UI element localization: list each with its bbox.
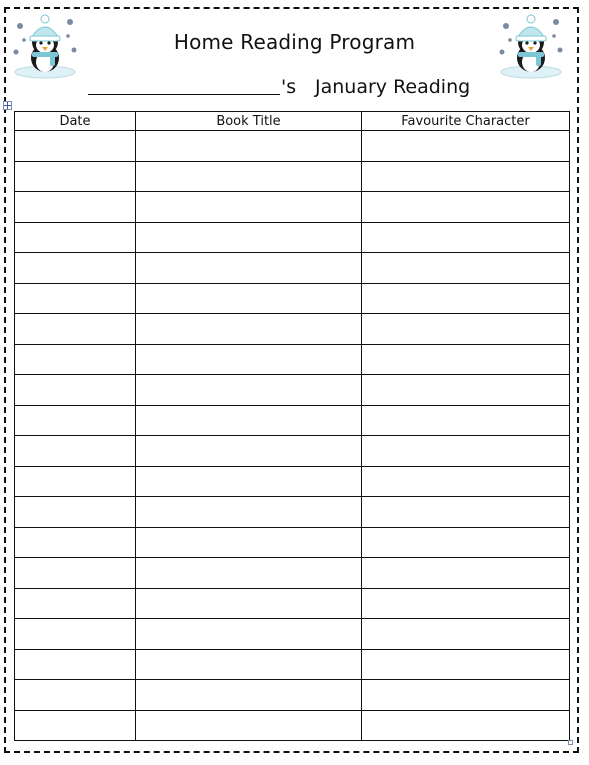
book-title-cell[interactable] <box>136 222 362 253</box>
book-title-cell[interactable] <box>136 619 362 650</box>
book-title-cell[interactable] <box>136 588 362 619</box>
favourite-character-cell[interactable] <box>362 375 570 406</box>
favourite-character-cell[interactable] <box>362 405 570 436</box>
date-cell[interactable] <box>15 192 136 223</box>
favourite-character-cell[interactable] <box>362 283 570 314</box>
table-row <box>15 497 570 528</box>
favourite-character-cell[interactable] <box>362 222 570 253</box>
date-cell[interactable] <box>15 405 136 436</box>
date-cell[interactable] <box>15 283 136 314</box>
book-title-cell[interactable] <box>136 466 362 497</box>
favourite-character-cell[interactable] <box>362 344 570 375</box>
date-cell[interactable] <box>15 527 136 558</box>
table-row <box>15 558 570 589</box>
favourite-character-cell[interactable] <box>362 466 570 497</box>
date-cell[interactable] <box>15 344 136 375</box>
table-row <box>15 131 570 162</box>
date-cell[interactable] <box>15 497 136 528</box>
favourite-character-cell[interactable] <box>362 314 570 345</box>
book-title-cell[interactable] <box>136 558 362 589</box>
book-title-cell[interactable] <box>136 192 362 223</box>
favourite-character-cell[interactable] <box>362 192 570 223</box>
book-title-cell[interactable] <box>136 161 362 192</box>
table-body <box>15 131 570 741</box>
book-title-cell[interactable] <box>136 283 362 314</box>
book-title-cell[interactable] <box>136 497 362 528</box>
favourite-character-cell[interactable] <box>362 649 570 680</box>
date-cell[interactable] <box>15 710 136 741</box>
book-title-cell[interactable] <box>136 344 362 375</box>
date-cell[interactable] <box>15 314 136 345</box>
column-header-date: Date <box>15 112 136 131</box>
table-row <box>15 283 570 314</box>
book-title-cell[interactable] <box>136 131 362 162</box>
favourite-character-cell[interactable] <box>362 558 570 589</box>
table-row <box>15 253 570 284</box>
table-row <box>15 192 570 223</box>
table-row <box>15 161 570 192</box>
date-cell[interactable] <box>15 619 136 650</box>
favourite-character-cell[interactable] <box>362 619 570 650</box>
column-header-book-title: Book Title <box>136 112 362 131</box>
table-row <box>15 436 570 467</box>
reading-log-table <box>14 111 570 741</box>
table-row <box>15 375 570 406</box>
book-title-cell[interactable] <box>136 649 362 680</box>
subtitle-row <box>88 74 518 100</box>
book-title-cell[interactable] <box>136 680 362 711</box>
table-move-handle-icon[interactable] <box>3 101 12 110</box>
favourite-character-cell[interactable] <box>362 588 570 619</box>
possessive-suffix: 's <box>281 76 297 98</box>
column-header-favourite-character: Favourite Character <box>362 112 570 131</box>
book-title-cell[interactable] <box>136 527 362 558</box>
book-title-cell[interactable] <box>136 253 362 284</box>
table-row <box>15 527 570 558</box>
table-row <box>15 619 570 650</box>
table-row <box>15 588 570 619</box>
favourite-character-cell[interactable] <box>362 527 570 558</box>
table-header-row <box>15 112 570 131</box>
name-blank-line[interactable] <box>88 94 280 95</box>
favourite-character-cell[interactable] <box>362 680 570 711</box>
favourite-character-cell[interactable] <box>362 436 570 467</box>
date-cell[interactable] <box>15 436 136 467</box>
favourite-character-cell[interactable] <box>362 131 570 162</box>
book-title-cell[interactable] <box>136 710 362 741</box>
table-row <box>15 649 570 680</box>
date-cell[interactable] <box>15 375 136 406</box>
table-row <box>15 680 570 711</box>
date-cell[interactable] <box>15 131 136 162</box>
table-row <box>15 222 570 253</box>
table-row <box>15 405 570 436</box>
page-title: Home Reading Program <box>173 30 416 54</box>
date-cell[interactable] <box>15 222 136 253</box>
book-title-cell[interactable] <box>136 314 362 345</box>
date-cell[interactable] <box>15 680 136 711</box>
favourite-character-cell[interactable] <box>362 710 570 741</box>
date-cell[interactable] <box>15 558 136 589</box>
table-resize-handle[interactable] <box>568 740 573 745</box>
favourite-character-cell[interactable] <box>362 253 570 284</box>
table-row <box>15 466 570 497</box>
date-cell[interactable] <box>15 588 136 619</box>
date-cell[interactable] <box>15 649 136 680</box>
table-row <box>15 710 570 741</box>
book-title-cell[interactable] <box>136 375 362 406</box>
book-title-cell[interactable] <box>136 436 362 467</box>
favourite-character-cell[interactable] <box>362 497 570 528</box>
date-cell[interactable] <box>15 466 136 497</box>
date-cell[interactable] <box>15 161 136 192</box>
date-cell[interactable] <box>15 253 136 284</box>
table-row <box>15 314 570 345</box>
month-label: January Reading <box>315 76 471 98</box>
table-row <box>15 344 570 375</box>
book-title-cell[interactable] <box>136 405 362 436</box>
favourite-character-cell[interactable] <box>362 161 570 192</box>
